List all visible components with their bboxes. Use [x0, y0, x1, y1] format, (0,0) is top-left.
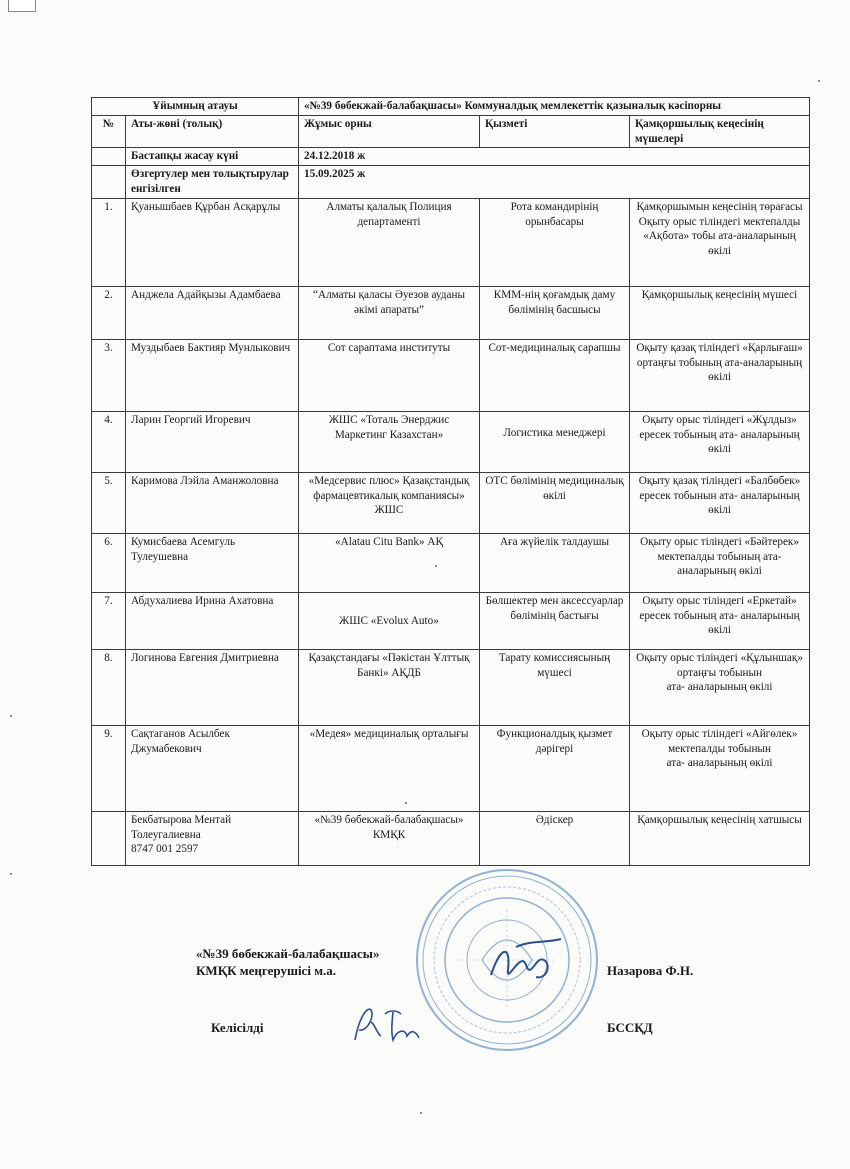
- row-position: Тарату комиссиясының мүшесі: [480, 649, 630, 725]
- row-position: Бөлшектер мен аксессуарлар бөлімінің бастығы: [480, 592, 630, 649]
- row-num: 7.: [92, 592, 126, 649]
- row-name: Абдухалиева Ирина Ахатовна: [126, 592, 299, 649]
- row-board: Оқыту қазақ тіліндегі «Балбөбек» ересек тобынын ата- аналарының өкілі: [630, 472, 810, 533]
- start-date-row: [92, 148, 810, 166]
- changes-date-row: [92, 166, 810, 199]
- table-row: [92, 198, 810, 286]
- page-corner-mark: [8, 0, 36, 12]
- row-work: «Медсервис плюс» Қазақстандық фармацевтикалық компаниясы» ЖШС: [299, 472, 480, 533]
- row-work: Қазақстандағы «Пәкістан Ұлттық Банкі» АҚДБ: [299, 649, 480, 725]
- row-num: 2.: [92, 286, 126, 339]
- table-row: [92, 472, 810, 533]
- row-num: 4.: [92, 411, 126, 472]
- row-num: 8.: [92, 649, 126, 725]
- row-board: Оқыту орыс тіліндегі «Айгөлек» мектепалды тобынын ата- аналарының өкілі: [630, 725, 810, 811]
- col-position: Қызметі: [480, 115, 630, 148]
- org-header-row: [92, 98, 810, 116]
- row-name: Ларин Георгий Игоревич: [126, 411, 299, 472]
- row-num: 6.: [92, 533, 126, 592]
- table-row: [92, 811, 810, 865]
- col-work: Жұмыс орны: [299, 115, 480, 148]
- footer-org-line1: «№39 бөбекжай-балабақшасы»: [196, 946, 380, 961]
- footer-agreed-label: Келісілді: [211, 1020, 264, 1035]
- scan-speck: [435, 565, 437, 567]
- footer-org-line2: КМҚК меңгерушісі м.а.: [196, 963, 337, 978]
- table-row: [92, 725, 810, 811]
- table-row: [92, 533, 810, 592]
- row-name: Каримова Лэйла Аманжоловна: [126, 472, 299, 533]
- col-name: Аты-жөні (толық): [126, 115, 299, 148]
- row-work: Сот сараптама институты: [299, 339, 480, 411]
- row-position: Аға жүйелік талдаушы: [480, 533, 630, 592]
- table-row: [92, 286, 810, 339]
- row-work: ЖШС «Тоталь Энерджис Маркетинг Казахстан»: [299, 411, 480, 472]
- col-board: Қамқоршылық кеңесінің мүшелері: [630, 115, 810, 148]
- row-work: “Алматы қаласы Әуезов ауданы әкімі апараты”: [299, 286, 480, 339]
- row-num: 3.: [92, 339, 126, 411]
- scan-speck: [818, 80, 820, 82]
- row-position: Сот-медициналық сарапшы: [480, 339, 630, 411]
- row-board: Қамқоршылық кеңесінің мүшесі: [630, 286, 810, 339]
- row-work: «№39 бөбекжай-балабақшасы» КМҚК: [299, 811, 480, 865]
- footer-agreed-org: БССҚД: [607, 1020, 653, 1035]
- row-position: Логистика менеджері: [480, 411, 630, 472]
- row-board: Оқыту орыс тіліндегі «Құлыншақ» ортаңғы тобынын ата- аналарының өкілі: [630, 649, 810, 725]
- row-board: Оқыту орыс тіліндегі «Жұлдыз» ересек тобының ата- аналарының өкілі: [630, 411, 810, 472]
- row-num: 5.: [92, 472, 126, 533]
- start-date-value: 24.12.2018 ж: [299, 148, 810, 166]
- row-num: 9.: [92, 725, 126, 811]
- row-position: Функционалдық қызмет дәрігері: [480, 725, 630, 811]
- col-num: №: [92, 115, 126, 148]
- scan-speck: [10, 715, 12, 717]
- row-num: 1.: [92, 198, 126, 286]
- scan-speck: [420, 1112, 422, 1114]
- row-name: Қуанышбаев Құрбан Асқарұлы: [126, 198, 299, 286]
- row-position: ОТС бөлімінің медициналық өкілі: [480, 472, 630, 533]
- scan-speck: [405, 802, 407, 804]
- row-name: Муздыбаев Бактияр Мунлыкович: [126, 339, 299, 411]
- footer-head-name: Назарова Ф.Н.: [607, 963, 694, 978]
- row-board: Оқыту орыс тіліндегі «Еркетай» ересек тобының ата- аналарының өкілі: [630, 592, 810, 649]
- director-signature-icon: [486, 935, 566, 995]
- table-row: [92, 592, 810, 649]
- row-board: Оқыту қазақ тіліндегі «Қарлығаш» ортаңғы тобының ата-аналарының өкілі: [630, 339, 810, 411]
- row-board: Қамқоршылық кеңесінің хатшысы: [630, 811, 810, 865]
- column-header-row: [92, 115, 810, 148]
- row-name: Кумисбаева Асемгуль Тулеушевна: [126, 533, 299, 592]
- row-name: Бекбатырова Ментай Толеугалиевна 8747 001 2597: [126, 811, 299, 865]
- row-position: Рота командирінің орынбасары: [480, 198, 630, 286]
- scan-speck: [10, 873, 12, 875]
- row-work: ЖШС «Evolux Auto»: [299, 592, 480, 649]
- table-row: [92, 411, 810, 472]
- row-name: Анджела Адайқызы Адамбаева: [126, 286, 299, 339]
- row-name: Логинова Евгения Дмитриевна: [126, 649, 299, 725]
- row-position: КММ-нің қоғамдық даму бөлімінің басшысы: [480, 286, 630, 339]
- board-members-table: [91, 97, 810, 866]
- agreed-signature-icon: [345, 1000, 425, 1050]
- changes-date-value: 15.09.2025 ж: [299, 166, 810, 199]
- changes-date-label: Өзгертулер мен толықтырулар енгізілген: [126, 166, 299, 199]
- start-date-label: Бастапқы жасау күні: [126, 148, 299, 166]
- row-name: Сақтаганов Асылбек Джумабекович: [126, 725, 299, 811]
- row-num: [92, 811, 126, 865]
- table-row: [92, 339, 810, 411]
- org-label: Ұйымның атауы: [92, 98, 299, 116]
- row-work: Алматы қалалық Полиция департаменті: [299, 198, 480, 286]
- row-position: Әдіскер: [480, 811, 630, 865]
- row-board: Оқыту орыс тіліндегі «Бәйтерек» мектепалды тобының ата- аналарының өкілі: [630, 533, 810, 592]
- org-name: «№39 бөбекжай-балабақшасы» Коммуналдық мемлекеттік қазыналық кәсіпорны: [299, 98, 810, 116]
- row-board: Қамқоршымын кеңесінің төрағасы Оқыту орыс тіліндегі мектепалды «Ақбота» тобы ата-аналарының өкілі: [630, 198, 810, 286]
- table-row: [92, 649, 810, 725]
- row-work: «Медея» медициналық орталығы: [299, 725, 480, 811]
- row-work: «Alatau Citu Bank» АҚ: [299, 533, 480, 592]
